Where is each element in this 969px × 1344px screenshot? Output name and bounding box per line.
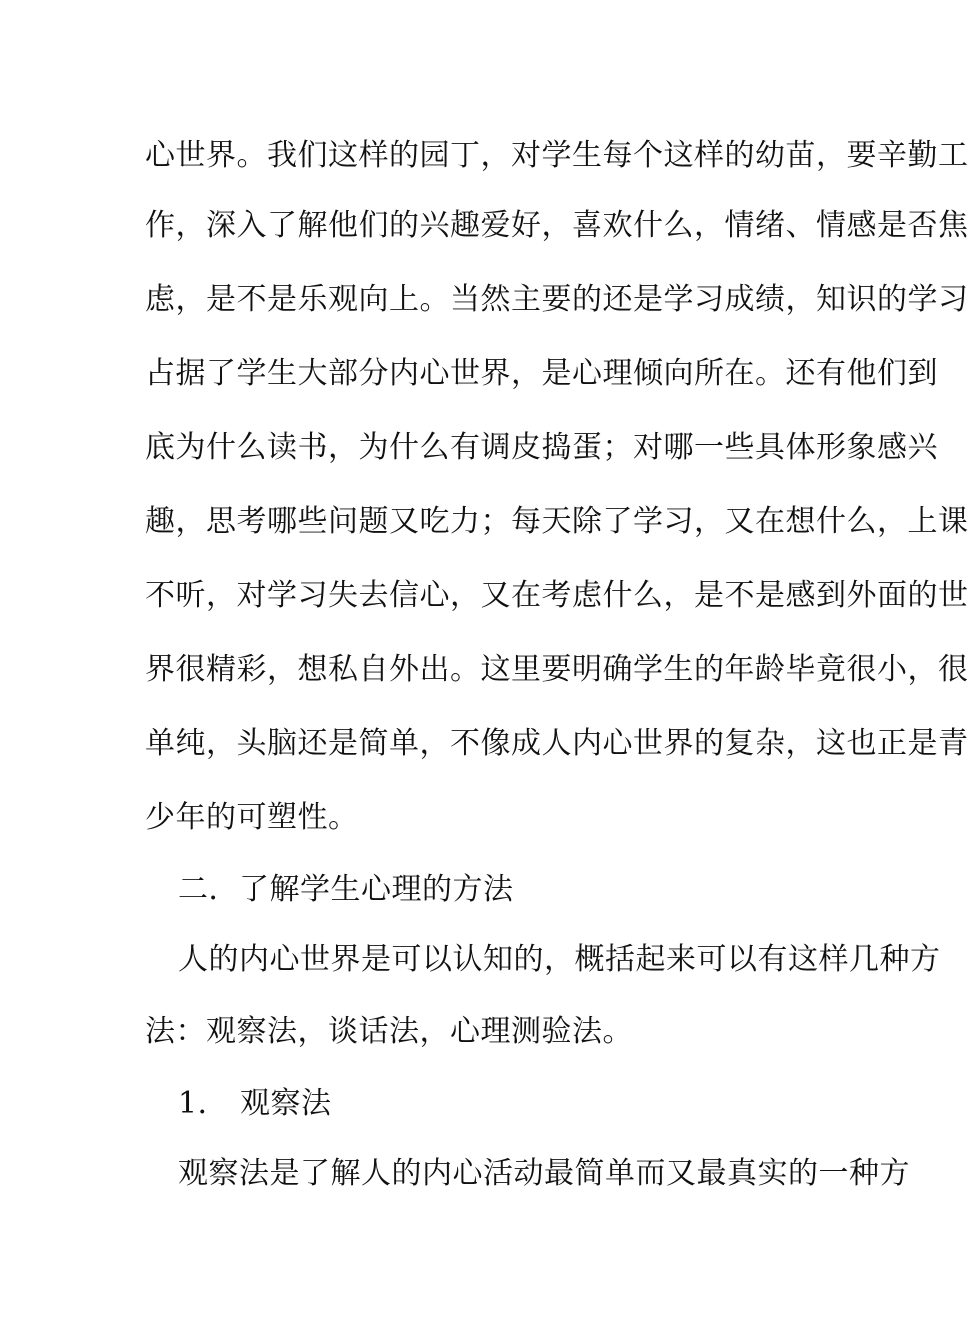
paragraph-line: 底为什么读书，为什么有调皮捣蛋；对哪一些具体形象感兴 bbox=[145, 430, 938, 465]
paragraph-line: 法：观察法，谈话法，心理测验法。 bbox=[145, 1014, 633, 1049]
subsection-number: 1． bbox=[178, 1086, 229, 1121]
subsection-heading bbox=[178, 1084, 843, 1124]
paragraph-line: 虑，是不是乐观向上。当然主要的还是学习成绩，知识的学习 bbox=[145, 282, 969, 317]
paragraph-line: 观察法是了解人的内心活动最简单而又最真实的一种方 bbox=[178, 1156, 910, 1191]
paragraph-line: 作，深入了解他们的兴趣爱好，喜欢什么，情绪、情感是否焦 bbox=[145, 208, 969, 243]
paragraph-line: 不听，对学习失去信心，又在考虑什么，是不是感到外面的世 bbox=[145, 578, 969, 613]
paragraph-line: 界很精彩，想私自外出。这里要明确学生的年龄毕竟很小，很 bbox=[145, 652, 969, 687]
paragraph-line: 人的内心世界是可以认知的，概括起来可以有这样几种方 bbox=[178, 942, 941, 977]
paragraph-line: 趣，思考哪些问题又吃力；每天除了学习，又在想什么，上课 bbox=[145, 504, 969, 539]
paragraph-line: 单纯，头脑还是简单，不像成人内心世界的复杂，这也正是青 bbox=[145, 726, 969, 761]
paragraph-line: 占据了学生大部分内心世界，是心理倾向所在。还有他们到 bbox=[145, 356, 938, 391]
paragraph-line: 少年的可塑性。 bbox=[145, 800, 359, 835]
section-heading: 二．了解学生心理的方法 bbox=[178, 872, 514, 907]
paragraph-line: 心世界。我们这样的园丁，对学生每个这样的幼苗，要辛勤工 bbox=[145, 138, 969, 173]
subsection-title: 观察法 bbox=[240, 1086, 332, 1121]
